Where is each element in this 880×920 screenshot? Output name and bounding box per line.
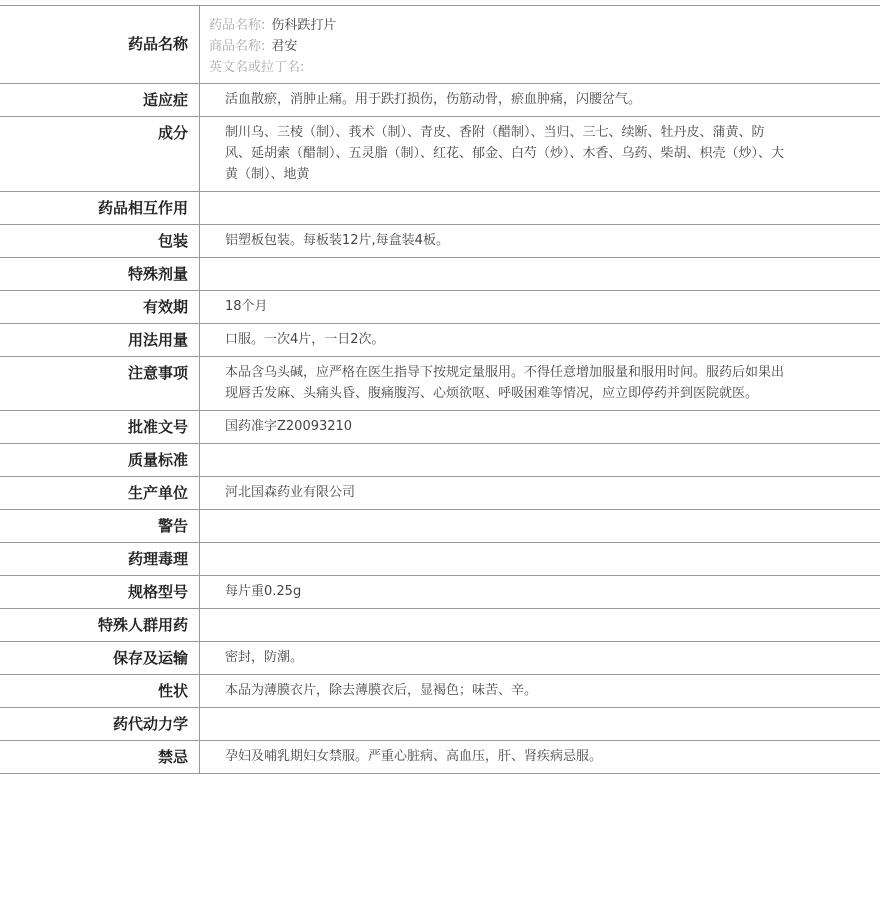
- row-label: 性状: [0, 675, 200, 707]
- row-label: 保存及运输: [0, 642, 200, 674]
- row-label: 包装: [0, 225, 200, 257]
- row-value: 孕妇及哺乳期妇女禁服。严重心脏病、高血压，肝、肾疾病忌服。: [225, 749, 603, 764]
- generic-name-value: 伤科跌打片: [271, 18, 337, 33]
- english-name-label: 英文名或拉丁名:: [209, 60, 305, 75]
- row-value: [200, 192, 880, 224]
- row-value: [200, 258, 880, 290]
- row-value: 国药准字Z20093210: [225, 419, 353, 434]
- english-name-line: [209, 57, 790, 78]
- row-label: 规格型号: [0, 576, 200, 608]
- row-warning: [0, 510, 880, 543]
- row-label: 药理毒理: [0, 543, 200, 575]
- row-precautions: [0, 357, 880, 411]
- row-value: [200, 609, 880, 641]
- row-value: 每片重0.25g: [225, 584, 302, 599]
- row-value: [200, 543, 880, 575]
- row-label: 成分: [0, 117, 200, 191]
- row-pharmacokinetics: [0, 708, 880, 741]
- row-indications: [0, 84, 880, 117]
- row-approval-number: [0, 411, 880, 444]
- row-special-dosage: [0, 258, 880, 291]
- row-label: 适应症: [0, 84, 200, 116]
- row-dosage: [0, 324, 880, 357]
- row-value: 制川乌、三棱（制）、莪术（制）、青皮、香附（醋制）、当归、三七、续断、牡丹皮、蒲黄、防风、延胡索（醋制）、五灵脂（制）、红花、郁金、白芍（炒）、木香、乌药、柴胡、枳壳（炒）、大黄（制）、地黄: [225, 125, 785, 182]
- row-description: [0, 675, 880, 708]
- row-label: 批准文号: [0, 411, 200, 443]
- drug-name-row: [0, 6, 880, 84]
- row-label: 警告: [0, 510, 200, 542]
- row-value: 河北国森药业有限公司: [225, 485, 356, 500]
- row-shelf-life: [0, 291, 880, 324]
- row-value: 本品为薄膜衣片，除去薄膜衣后，显褐色；味苦、辛。: [225, 683, 538, 698]
- row-manufacturer: [0, 477, 880, 510]
- row-label: 药代动力学: [0, 708, 200, 740]
- generic-name-line: [209, 15, 790, 36]
- drug-name-values: [200, 6, 880, 83]
- row-value: 18个月: [225, 299, 268, 314]
- row-label: 生产单位: [0, 477, 200, 509]
- row-value: 本品含乌头碱，应严格在医生指导下按规定量服用。不得任意增加服量和服用时间。服药后如果出现唇舌发麻、头痛头昏、腹痛腹泻、心烦欲呕、呼吸困难等情况，应立即停药并到医院就医。: [225, 365, 785, 401]
- row-quality-standard: [0, 444, 880, 477]
- row-label: 特殊人群用药: [0, 609, 200, 641]
- row-label: 药品相互作用: [0, 192, 200, 224]
- row-ingredients: [0, 117, 880, 192]
- row-specification: [0, 576, 880, 609]
- row-label: 用法用量: [0, 324, 200, 356]
- row-special-populations: [0, 609, 880, 642]
- row-pharmacology: [0, 543, 880, 576]
- row-interactions: [0, 192, 880, 225]
- row-value: [200, 510, 880, 542]
- row-value: [200, 708, 880, 740]
- row-value: 活血散瘀，消肿止痛。用于跌打损伤，伤筋动骨，瘀血肿痛，闪腰岔气。: [225, 92, 642, 107]
- generic-name-label: 药品名称:: [209, 18, 266, 33]
- trade-name-value: 君安: [271, 39, 298, 54]
- row-value: [200, 444, 880, 476]
- row-label: 有效期: [0, 291, 200, 323]
- row-label: 药品名称: [0, 6, 200, 83]
- row-label: 禁忌: [0, 741, 200, 773]
- row-value: 口服。一次4片，一日2次。: [225, 332, 385, 347]
- trade-name-label: 商品名称:: [209, 39, 266, 54]
- row-value: 铝塑板包装。每板装12片,每盒装4板。: [225, 233, 449, 248]
- row-label: 特殊剂量: [0, 258, 200, 290]
- drug-info-table: [0, 5, 880, 774]
- row-label: 注意事项: [0, 357, 200, 410]
- row-contraindications: [0, 741, 880, 774]
- row-storage: [0, 642, 880, 675]
- row-label: 质量标准: [0, 444, 200, 476]
- trade-name-line: [209, 36, 790, 57]
- row-packaging: [0, 225, 880, 258]
- row-value: 密封，防潮。: [225, 650, 304, 665]
